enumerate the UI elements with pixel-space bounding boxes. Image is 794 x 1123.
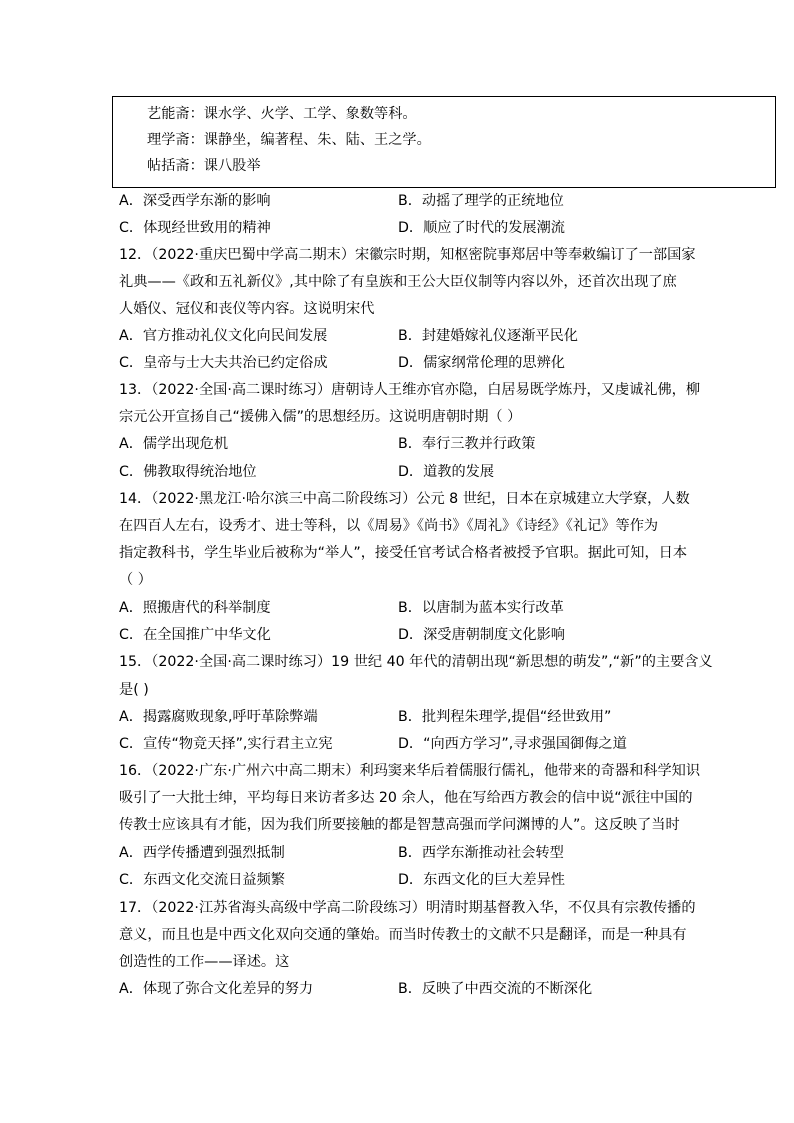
q15-option-a: A．揭露腐败现象,呼吁革除弊端 — [119, 709, 318, 725]
q13-stem-line: 宗元公开宣扬自己“援佛入儒”的思想经历。这说明唐朝时期（ ） — [119, 409, 522, 425]
q14-stem-line: 指定教科书，学生毕业后被称为“举人”，接受任官考试合格者被授予官职。据此可知，日本 — [119, 545, 688, 561]
q15-option-d: D．“向西方学习”,寻求强国御侮之道 — [398, 736, 627, 752]
q13-option-b: B．奉行三教并行政策 — [398, 436, 536, 452]
q12-stem-line: 礼典——《政和五礼新仪》,其中除了有皇族和王公大臣仪制等内容以外，还首次出现了庶 — [119, 274, 677, 290]
q16-option-b: B．西学东渐推动社会转型 — [398, 845, 564, 861]
q12-option-c: C．皇帝与士大夫共治已约定俗成 — [119, 355, 328, 371]
q13-option-d: D．道教的发展 — [398, 464, 495, 480]
q14-option-c: C．在全国推广中华文化 — [119, 627, 271, 643]
q12-option-d: D．儒家纲常伦理的思辨化 — [398, 355, 565, 371]
q14-option-d: D．深受唐朝制度文化影响 — [398, 627, 565, 643]
q16-option-a: A．西学传播遭到强烈抵制 — [119, 845, 285, 861]
q12-stem-line: 人婚仪、冠仪和丧仪等内容。这说明宋代 — [119, 301, 375, 317]
q14-stem-line: 14．（2022·黑龙江·哈尔滨三中高二阶段练习）公元 8 世纪，日本在京城建立大学寮，人数 — [119, 491, 690, 507]
quote-line: 理学斋：课静坐，编著程、朱、陆、王之学。 — [147, 132, 431, 148]
q14-stem-line: 在四百人左右，设秀才、进士等科，以《周易》《尚书》《周礼》《诗经》《礼记》等作为 — [119, 518, 659, 534]
q16-stem-line: 16．（2022·广东·广州六中高二期末）利玛窦来华后着儒服行儒礼，他带来的奇器和科学知识 — [119, 763, 701, 779]
q14-stem-line: （ ） — [119, 572, 152, 588]
q15-option-b: B．批判程朱理学,提倡“经世致用” — [398, 709, 612, 725]
q12-stem-line: 12．（2022·重庆巴蜀中学高二期末）宋徽宗时期，知枢密院事郑居中等奉敕编订了一部国家 — [119, 247, 696, 263]
q15-option-c: C．宣传“物竞天择”,实行君主立宪 — [119, 736, 333, 752]
q13-option-a: A．儒学出现危机 — [119, 436, 229, 452]
q12-option-b: B．封建婚嫁礼仪逐渐平民化 — [398, 328, 578, 344]
quote-line: 帖括斋：课八股举 — [147, 158, 261, 174]
q11-option-a: A．深受西学东渐的影响 — [119, 193, 271, 209]
q14-option-a: A．照搬唐代的科举制度 — [119, 600, 271, 616]
q12-option-a: A．官方推动礼仪文化向民间发展 — [119, 328, 328, 344]
q17-stem-line: 创造性的工作——译述。这 — [119, 954, 290, 970]
q15-stem-line: 是( ) — [119, 682, 149, 698]
q11-option-d: D．顺应了时代的发展潮流 — [398, 220, 565, 236]
quote-box — [112, 96, 776, 188]
q13-stem-line: 13．（2022·全国·高二课时练习）唐朝诗人王维亦官亦隐，白居易既学炼丹，又虔诚礼佛，柳 — [119, 382, 701, 398]
q16-option-c: C．东西文化交流日益频繁 — [119, 872, 285, 888]
q11-option-c: C．体现经世致用的精神 — [119, 220, 271, 236]
q11-option-b: B．动摇了理学的正统地位 — [398, 193, 564, 209]
q15-stem-line: 15．（2022·全国·高二课时练习）19 世纪 40 年代的清朝出现“新思想的萌发”,“新”的主要含义 — [119, 654, 713, 670]
q17-option-b: B．反映了中西交流的不断深化 — [398, 981, 593, 997]
q16-option-d: D．东西文化的巨大差异性 — [398, 872, 565, 888]
quote-line: 艺能斋：课水学、火学、工学、象数等科。 — [147, 106, 417, 122]
q17-stem-line: 意义，而且也是中西文化双向交通的肇始。而当时传教士的文献不只是翻译，而是一种具有 — [119, 927, 687, 943]
q14-option-b: B．以唐制为蓝本实行改革 — [398, 600, 564, 616]
q17-stem-line: 17．（2022·江苏省海头高级中学高二阶段练习）明清时期基督教入华，不仅具有宗教传播的 — [119, 900, 696, 916]
q17-option-a: A．体现了弥合文化差异的努力 — [119, 981, 314, 997]
q13-option-c: C．佛教取得统治地位 — [119, 464, 257, 480]
q16-stem-line: 吸引了一大批士绅，平均每日来访者多达 20 余人，他在写给西方教会的信中说“派往中国的 — [119, 790, 693, 806]
q16-stem-line: 传教士应该具有才能，因为我们所要接触的都是智慧高强而学问渊博的人”。这反映了当时 — [119, 817, 680, 833]
